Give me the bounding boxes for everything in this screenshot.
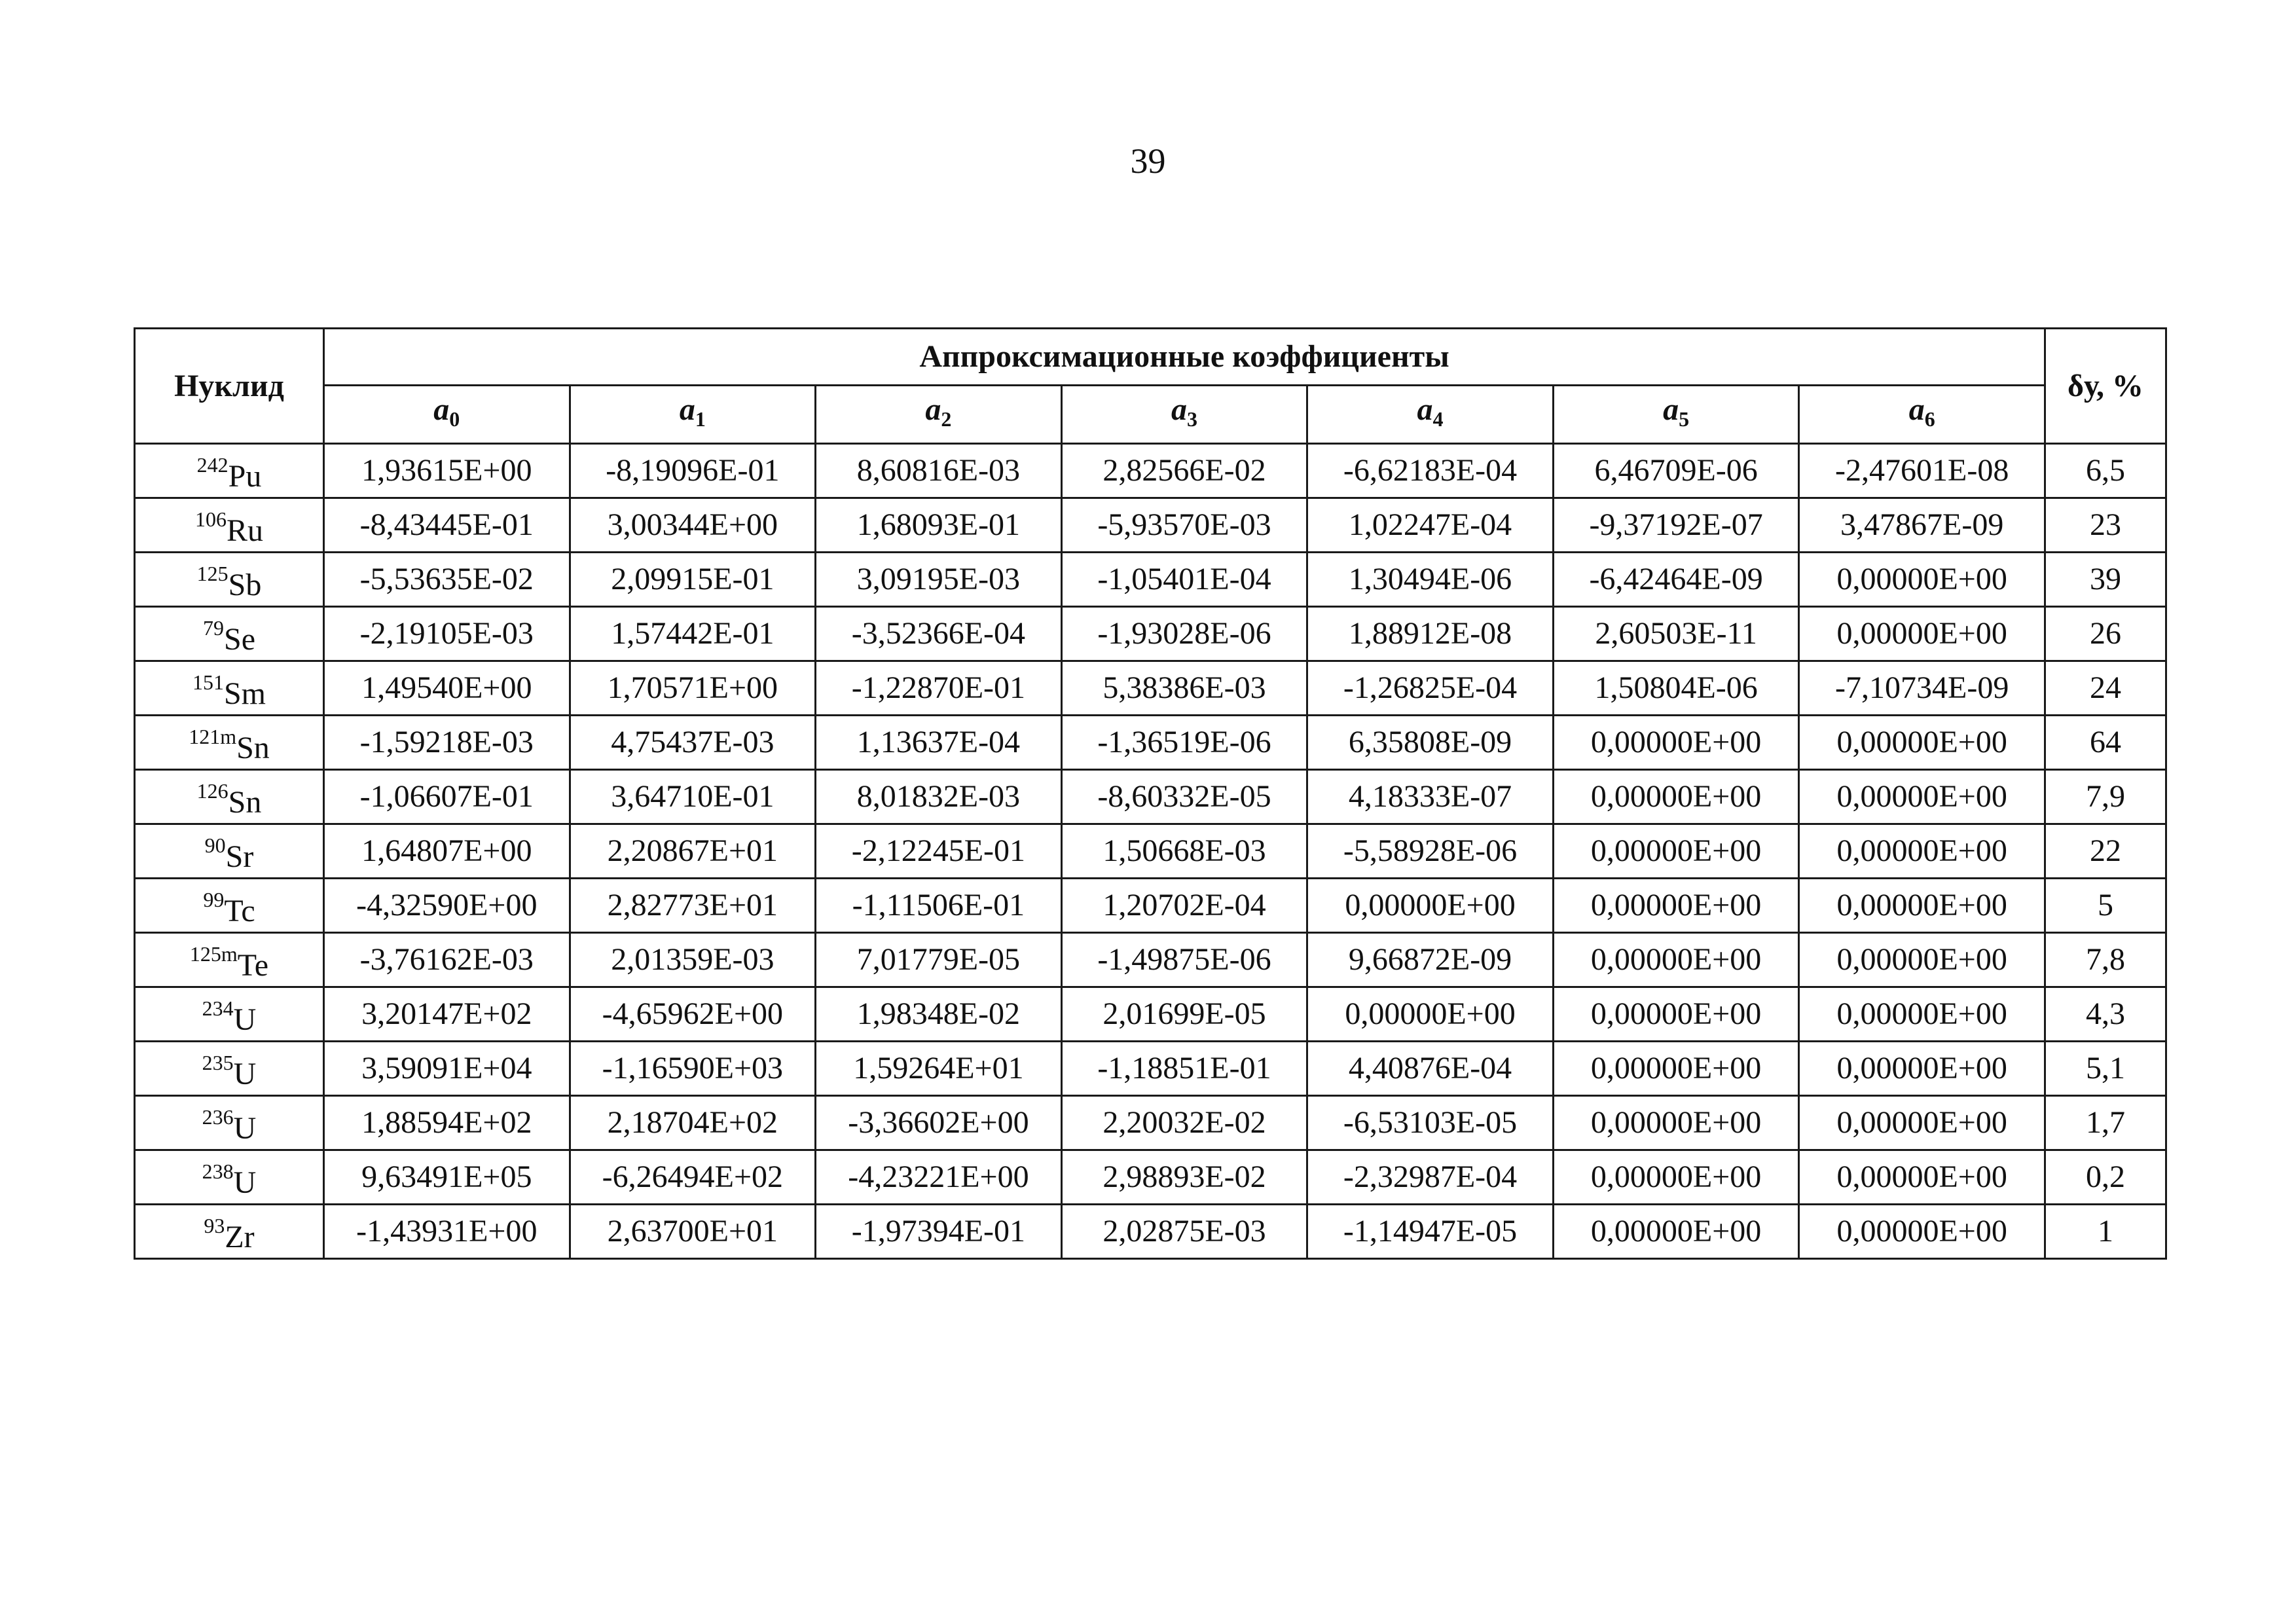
coefficient-a0-cell: -8,43445E-01 — [324, 498, 570, 553]
nuclide-cell — [135, 1205, 324, 1259]
dy-cell: 64 — [2045, 716, 2166, 770]
table-row — [135, 444, 2166, 498]
table-row — [135, 824, 2166, 879]
mass-number: 79 — [203, 616, 224, 640]
coefficient-a4-cell: 4,18333E-07 — [1307, 770, 1554, 824]
mass-number: 99 — [203, 888, 225, 911]
coefficient-a2-cell: 1,68093E-01 — [816, 498, 1062, 553]
coefficient-a1-cell: -6,26494E+02 — [570, 1150, 816, 1205]
coefficient-a3-cell: -1,05401E-04 — [1061, 553, 1307, 607]
coefficient-a1-cell: -8,19096E-01 — [570, 444, 816, 498]
coefficient-a0-cell: 3,59091E+04 — [324, 1042, 570, 1096]
dy-cell: 1,7 — [2045, 1096, 2166, 1150]
header-nuclide: Нуклид — [135, 329, 324, 444]
coefficient-a1-cell: 4,75437E-03 — [570, 716, 816, 770]
coefficient-a3-cell: 1,20702E-04 — [1061, 879, 1307, 933]
element-symbol: U — [233, 1057, 257, 1091]
coefficient-a0-cell: 1,49540E+00 — [324, 661, 570, 716]
coefficient-a2-cell: 1,98348E-02 — [816, 987, 1062, 1042]
header-a2 — [816, 386, 1062, 444]
header-a0 — [324, 386, 570, 444]
coefficient-a4-cell: -5,58928E-06 — [1307, 824, 1554, 879]
mass-number: 151 — [192, 670, 224, 694]
coefficient-a5-cell: 0,00000E+00 — [1553, 716, 1799, 770]
coefficient-a0-cell: 9,63491E+05 — [324, 1150, 570, 1205]
coefficient-a1-cell: 2,82773E+01 — [570, 879, 816, 933]
nuclide-cell — [135, 444, 324, 498]
coefficient-a5-cell: -6,42464E-09 — [1553, 553, 1799, 607]
coefficient-a5-cell: 0,00000E+00 — [1553, 1096, 1799, 1150]
coefficient-a4-cell: 9,66872E-09 — [1307, 933, 1554, 987]
coefficient-a3-cell: -1,49875E-06 — [1061, 933, 1307, 987]
coefficient-a4-cell: 6,35808E-09 — [1307, 716, 1554, 770]
coefficient-a0-cell: -4,32590E+00 — [324, 879, 570, 933]
coefficient-a2-cell: 1,59264E+01 — [816, 1042, 1062, 1096]
dy-cell: 1 — [2045, 1205, 2166, 1259]
mass-number: 242 — [196, 453, 228, 477]
coefficient-a5-cell: 0,00000E+00 — [1553, 987, 1799, 1042]
nuclide-cell — [135, 824, 324, 879]
coefficient-a2-cell: -3,52366E-04 — [816, 607, 1062, 661]
nuclide-cell — [135, 987, 324, 1042]
coefficient-a6-cell: 0,00000E+00 — [1799, 1096, 2045, 1150]
coefficient-a6-cell: 0,00000E+00 — [1799, 933, 2045, 987]
coefficient-a5-cell: -9,37192E-07 — [1553, 498, 1799, 553]
header-coefficients-group: Аппроксимационные коэффициенты — [324, 329, 2045, 386]
coef-subscript: 0 — [449, 407, 460, 431]
coefficient-a1-cell: 2,63700E+01 — [570, 1205, 816, 1259]
table-row — [135, 661, 2166, 716]
coefficient-a6-cell: 0,00000E+00 — [1799, 879, 2045, 933]
nuclide-cell — [135, 1150, 324, 1205]
coefficient-a3-cell: 1,50668E-03 — [1061, 824, 1307, 879]
coefficient-a2-cell: -2,12245E-01 — [816, 824, 1062, 879]
nuclide-cell — [135, 498, 324, 553]
nuclide-cell — [135, 770, 324, 824]
dy-cell: 7,8 — [2045, 933, 2166, 987]
element-symbol: Zr — [225, 1220, 255, 1254]
mass-number: 235 — [202, 1051, 234, 1074]
table-row — [135, 987, 2166, 1042]
dy-cell: 23 — [2045, 498, 2166, 553]
coefficient-a0-cell: 1,93615E+00 — [324, 444, 570, 498]
coefficient-a6-cell: 0,00000E+00 — [1799, 607, 2045, 661]
coefficient-a3-cell: 2,01699E-05 — [1061, 987, 1307, 1042]
coefficient-a0-cell: 3,20147E+02 — [324, 987, 570, 1042]
coefficient-a3-cell: -5,93570E-03 — [1061, 498, 1307, 553]
element-symbol: Sn — [228, 785, 262, 820]
element-symbol: U — [233, 1165, 257, 1200]
coef-subscript: 5 — [1679, 407, 1690, 431]
coefficient-a5-cell: 1,50804E-06 — [1553, 661, 1799, 716]
coefficient-a6-cell: 0,00000E+00 — [1799, 1205, 2045, 1259]
coefficient-a0-cell: -2,19105E-03 — [324, 607, 570, 661]
nuclide-cell — [135, 607, 324, 661]
coefficient-a3-cell: 2,98893E-02 — [1061, 1150, 1307, 1205]
coefficient-a1-cell: 3,00344E+00 — [570, 498, 816, 553]
header-row-2 — [135, 386, 2166, 444]
mass-number: 90 — [204, 833, 226, 857]
table-row — [135, 1096, 2166, 1150]
element-symbol: U — [233, 1002, 257, 1037]
coefficient-a1-cell: -1,16590E+03 — [570, 1042, 816, 1096]
coefficient-a6-cell: 0,00000E+00 — [1799, 824, 2045, 879]
mass-number: 238 — [202, 1159, 234, 1183]
header-dy: δу, % — [2045, 329, 2166, 444]
dy-cell: 4,3 — [2045, 987, 2166, 1042]
dy-cell: 24 — [2045, 661, 2166, 716]
coefficient-a2-cell: 1,13637E-04 — [816, 716, 1062, 770]
header-a4 — [1307, 386, 1554, 444]
coefficient-a4-cell: -2,32987E-04 — [1307, 1150, 1554, 1205]
nuclide-cell — [135, 933, 324, 987]
element-symbol: Tc — [224, 894, 255, 928]
coefficient-a6-cell: 0,00000E+00 — [1799, 770, 2045, 824]
nuclide-cell — [135, 879, 324, 933]
header-a6 — [1799, 386, 2045, 444]
header-a5 — [1553, 386, 1799, 444]
table-row — [135, 553, 2166, 607]
coefficient-a6-cell: 0,00000E+00 — [1799, 716, 2045, 770]
table-header — [135, 329, 2166, 444]
coefficient-a4-cell: -1,14947E-05 — [1307, 1205, 1554, 1259]
element-symbol: Sn — [236, 731, 270, 765]
coefficient-a2-cell: -1,11506E-01 — [816, 879, 1062, 933]
coefficient-a5-cell: 2,60503E-11 — [1553, 607, 1799, 661]
coefficient-a5-cell: 0,00000E+00 — [1553, 933, 1799, 987]
coefficient-a1-cell: 2,09915E-01 — [570, 553, 816, 607]
coefficient-a6-cell: -2,47601E-08 — [1799, 444, 2045, 498]
header-a3 — [1061, 386, 1307, 444]
mass-number: 93 — [204, 1214, 225, 1237]
dy-cell: 7,9 — [2045, 770, 2166, 824]
coefficient-a0-cell: -1,06607E-01 — [324, 770, 570, 824]
coefficient-a4-cell: 0,00000E+00 — [1307, 879, 1554, 933]
coefficient-a3-cell: 2,20032E-02 — [1061, 1096, 1307, 1150]
coefficient-a6-cell: -7,10734E-09 — [1799, 661, 2045, 716]
coefficient-a4-cell: -1,26825E-04 — [1307, 661, 1554, 716]
element-symbol: Sr — [225, 839, 254, 874]
table-row — [135, 498, 2166, 553]
dy-cell: 5 — [2045, 879, 2166, 933]
coef-subscript: 3 — [1186, 407, 1197, 431]
coefficient-a5-cell: 0,00000E+00 — [1553, 1150, 1799, 1205]
coefficient-a2-cell: -3,36602E+00 — [816, 1096, 1062, 1150]
coefficient-a0-cell: 1,64807E+00 — [324, 824, 570, 879]
coefficient-a4-cell: 1,02247E-04 — [1307, 498, 1554, 553]
mass-number: 236 — [202, 1105, 234, 1129]
coef-symbol: a — [1417, 392, 1433, 427]
mass-number: 234 — [202, 996, 234, 1020]
coef-symbol: a — [1908, 392, 1925, 427]
nuclide-cell — [135, 1096, 324, 1150]
coefficient-a0-cell: 1,88594E+02 — [324, 1096, 570, 1150]
coefficient-a6-cell: 3,47867E-09 — [1799, 498, 2045, 553]
coefficient-a3-cell: -1,18851E-01 — [1061, 1042, 1307, 1096]
coefficient-a2-cell: -4,23221E+00 — [816, 1150, 1062, 1205]
mass-number: 126 — [196, 779, 228, 803]
coefficient-a1-cell: 2,18704E+02 — [570, 1096, 816, 1150]
page-number: 39 — [1130, 141, 1166, 181]
coefficient-a1-cell: 1,70571E+00 — [570, 661, 816, 716]
element-symbol: Sb — [228, 568, 262, 602]
coefficient-a2-cell: -1,97394E-01 — [816, 1205, 1062, 1259]
dy-cell: 26 — [2045, 607, 2166, 661]
dy-cell: 6,5 — [2045, 444, 2166, 498]
nuclide-cell — [135, 661, 324, 716]
coefficient-a1-cell: 1,57442E-01 — [570, 607, 816, 661]
coef-symbol: a — [925, 392, 941, 427]
coef-subscript: 2 — [941, 407, 952, 431]
coefficient-a0-cell: -1,59218E-03 — [324, 716, 570, 770]
coefficient-a5-cell: 0,00000E+00 — [1553, 1042, 1799, 1096]
coefficient-a2-cell: 7,01779E-05 — [816, 933, 1062, 987]
nuclide-cell — [135, 553, 324, 607]
table-row — [135, 1042, 2166, 1096]
table-body — [135, 444, 2166, 1259]
mass-number: 121m — [189, 725, 237, 748]
element-symbol: U — [233, 1111, 257, 1146]
coef-subscript: 6 — [1924, 407, 1935, 431]
coefficient-a3-cell: -1,93028E-06 — [1061, 607, 1307, 661]
dy-cell: 0,2 — [2045, 1150, 2166, 1205]
coefficient-a6-cell: 0,00000E+00 — [1799, 1042, 2045, 1096]
mass-number: 125m — [189, 942, 238, 966]
header-row-1 — [135, 329, 2166, 386]
coefficient-a5-cell: 0,00000E+00 — [1553, 824, 1799, 879]
coefficient-a2-cell: -1,22870E-01 — [816, 661, 1062, 716]
element-symbol: Se — [224, 622, 255, 657]
coefficient-a4-cell: -6,53103E-05 — [1307, 1096, 1554, 1150]
coef-symbol: a — [1663, 392, 1679, 427]
coefficient-a3-cell: -1,36519E-06 — [1061, 716, 1307, 770]
table-row — [135, 933, 2166, 987]
coefficient-a1-cell: 2,01359E-03 — [570, 933, 816, 987]
coef-symbol: a — [433, 392, 450, 427]
coef-symbol: a — [1171, 392, 1187, 427]
table-row — [135, 607, 2166, 661]
element-symbol: Pu — [228, 459, 262, 494]
coefficient-a5-cell: 0,00000E+00 — [1553, 770, 1799, 824]
coefficient-a6-cell: 0,00000E+00 — [1799, 987, 2045, 1042]
coefficient-a1-cell: -4,65962E+00 — [570, 987, 816, 1042]
table-row — [135, 716, 2166, 770]
coefficient-a3-cell: 5,38386E-03 — [1061, 661, 1307, 716]
mass-number: 106 — [194, 507, 227, 531]
dy-cell: 39 — [2045, 553, 2166, 607]
coefficient-a3-cell: 2,82566E-02 — [1061, 444, 1307, 498]
mass-number: 125 — [196, 562, 228, 585]
table-row — [135, 879, 2166, 933]
coefficient-a3-cell: -8,60332E-05 — [1061, 770, 1307, 824]
coefficient-a4-cell: 1,30494E-06 — [1307, 553, 1554, 607]
coefficient-a2-cell: 8,60816E-03 — [816, 444, 1062, 498]
table-row — [135, 1205, 2166, 1259]
nuclide-cell — [135, 1042, 324, 1096]
coefficient-a4-cell: 0,00000E+00 — [1307, 987, 1554, 1042]
coefficient-a0-cell: -3,76162E-03 — [324, 933, 570, 987]
nuclide-cell — [135, 716, 324, 770]
element-symbol: Sm — [223, 676, 266, 711]
coefficient-a5-cell: 6,46709E-06 — [1553, 444, 1799, 498]
coefficient-a5-cell: 0,00000E+00 — [1553, 879, 1799, 933]
coefficient-a6-cell: 0,00000E+00 — [1799, 553, 2045, 607]
coef-subscript: 4 — [1432, 407, 1444, 431]
coef-symbol: a — [679, 392, 695, 427]
header-a1 — [570, 386, 816, 444]
coefficient-a4-cell: 4,40876E-04 — [1307, 1042, 1554, 1096]
coefficient-a0-cell: -5,53635E-02 — [324, 553, 570, 607]
coefficient-a1-cell: 2,20867E+01 — [570, 824, 816, 879]
element-symbol: Ru — [226, 513, 263, 548]
coefficient-a0-cell: -1,43931E+00 — [324, 1205, 570, 1259]
coefficient-a1-cell: 3,64710E-01 — [570, 770, 816, 824]
coefficient-a4-cell: 1,88912E-08 — [1307, 607, 1554, 661]
dy-cell: 5,1 — [2045, 1042, 2166, 1096]
dy-cell: 22 — [2045, 824, 2166, 879]
coefficient-a2-cell: 3,09195E-03 — [816, 553, 1062, 607]
table-row — [135, 1150, 2166, 1205]
coefficient-a6-cell: 0,00000E+00 — [1799, 1150, 2045, 1205]
table-row — [135, 770, 2166, 824]
coefficients-table — [134, 327, 2167, 1260]
coef-subscript: 1 — [695, 407, 706, 431]
coefficient-a3-cell: 2,02875E-03 — [1061, 1205, 1307, 1259]
coefficient-a2-cell: 8,01832E-03 — [816, 770, 1062, 824]
coefficient-a4-cell: -6,62183E-04 — [1307, 444, 1554, 498]
element-symbol: Te — [237, 948, 269, 983]
coefficient-a5-cell: 0,00000E+00 — [1553, 1205, 1799, 1259]
